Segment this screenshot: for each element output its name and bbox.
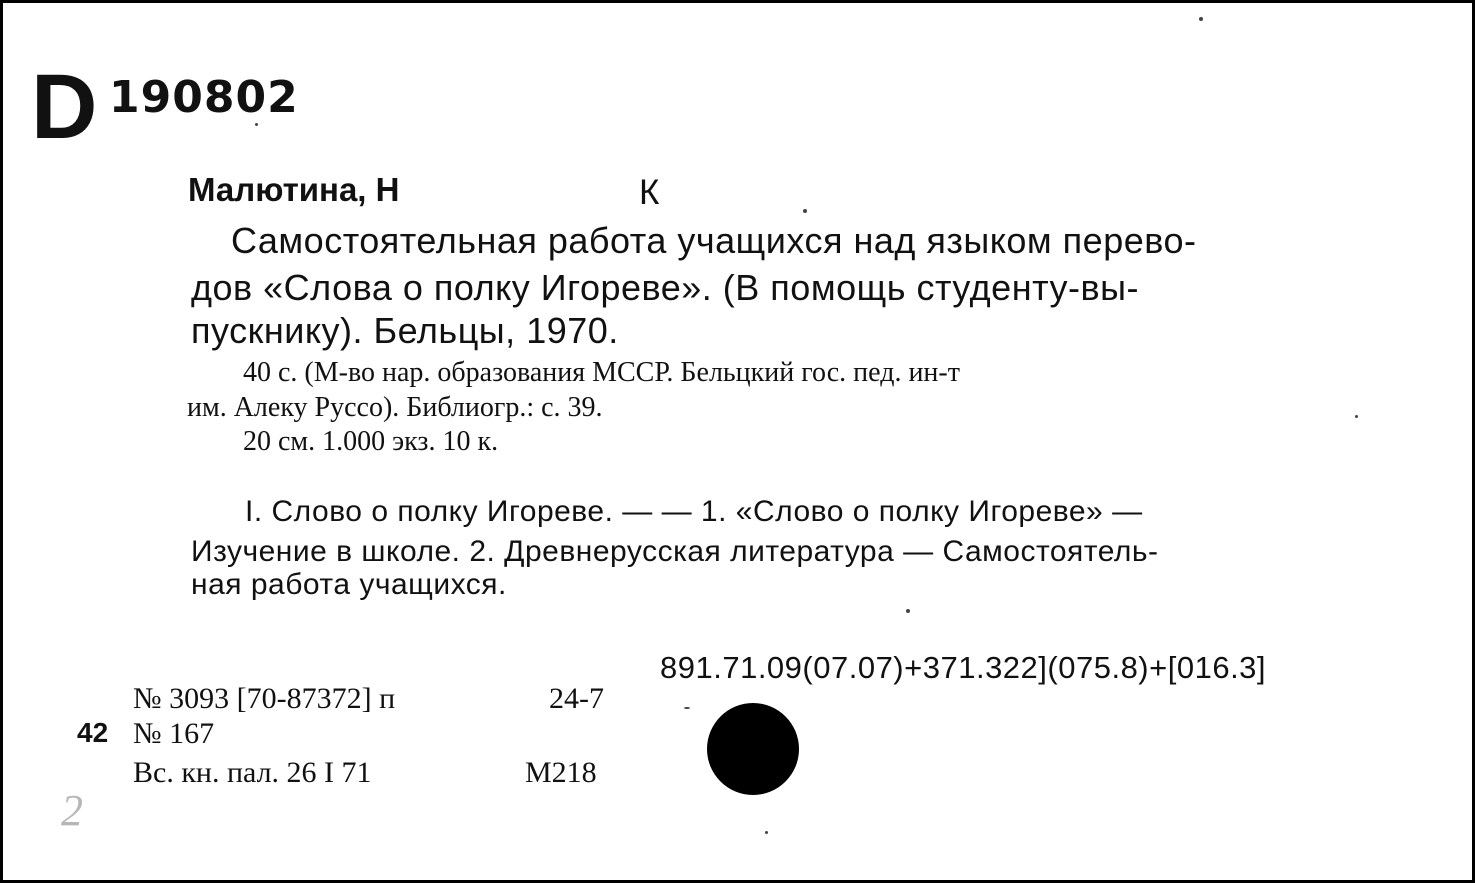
subject-line-3: ная работа учащихся. (191, 568, 507, 601)
author-initial: К (639, 173, 660, 212)
footer-line-2-prefix: 42 (77, 717, 109, 748)
footer-line-1-right: 24-7 (549, 682, 604, 715)
speck (255, 123, 258, 126)
description-line-2: им. Алеку Руссо). Библиогр.: с. 39. (187, 392, 603, 423)
title-line-2: дов «Слова о полку Игореве». (В помощь студенту-вы- (191, 267, 1139, 308)
footer-line-3-left: Вс. кн. пал. 26 I 71 (133, 756, 372, 789)
card-letter: D (31, 56, 98, 158)
description-line-3: 20 см. 1.000 экз. 10 к. (243, 426, 499, 457)
accession-number: 190802 (109, 72, 299, 123)
footer-line-3-right: М218 (525, 756, 597, 789)
speck (1199, 17, 1203, 21)
punch-hole (707, 703, 799, 795)
speck (684, 707, 690, 709)
speck (803, 209, 807, 213)
title-line-1: Самостоятельная работа учащихся над языком перево- (231, 220, 1197, 261)
footer-line-1-left: № 3093 [70-87372] п (133, 682, 396, 715)
title-line-3: пускнику). Бельцы, 1970. (191, 310, 619, 351)
speck (1355, 415, 1358, 418)
udc-classification: 891.71.09(07.07)+371.322](075.8)+[016.3] (660, 650, 1267, 685)
pencil-mark: 2 (61, 786, 83, 835)
author-name: Малютина, Н (188, 171, 400, 208)
description-line-1: 40 с. (М-во нар. образования МССР. Бельцкий гос. пед. ин-т (243, 357, 960, 388)
speck (906, 609, 910, 613)
footer-line-2-left: № 167 (133, 717, 215, 750)
speck (765, 831, 768, 834)
subject-line-1: I. Слово о полку Игореве. — — 1. «Слово о полку Игореве» — (245, 495, 1143, 528)
subject-line-2: Изучение в школе. 2. Древнерусская литература — Самостоятель- (191, 535, 1159, 568)
